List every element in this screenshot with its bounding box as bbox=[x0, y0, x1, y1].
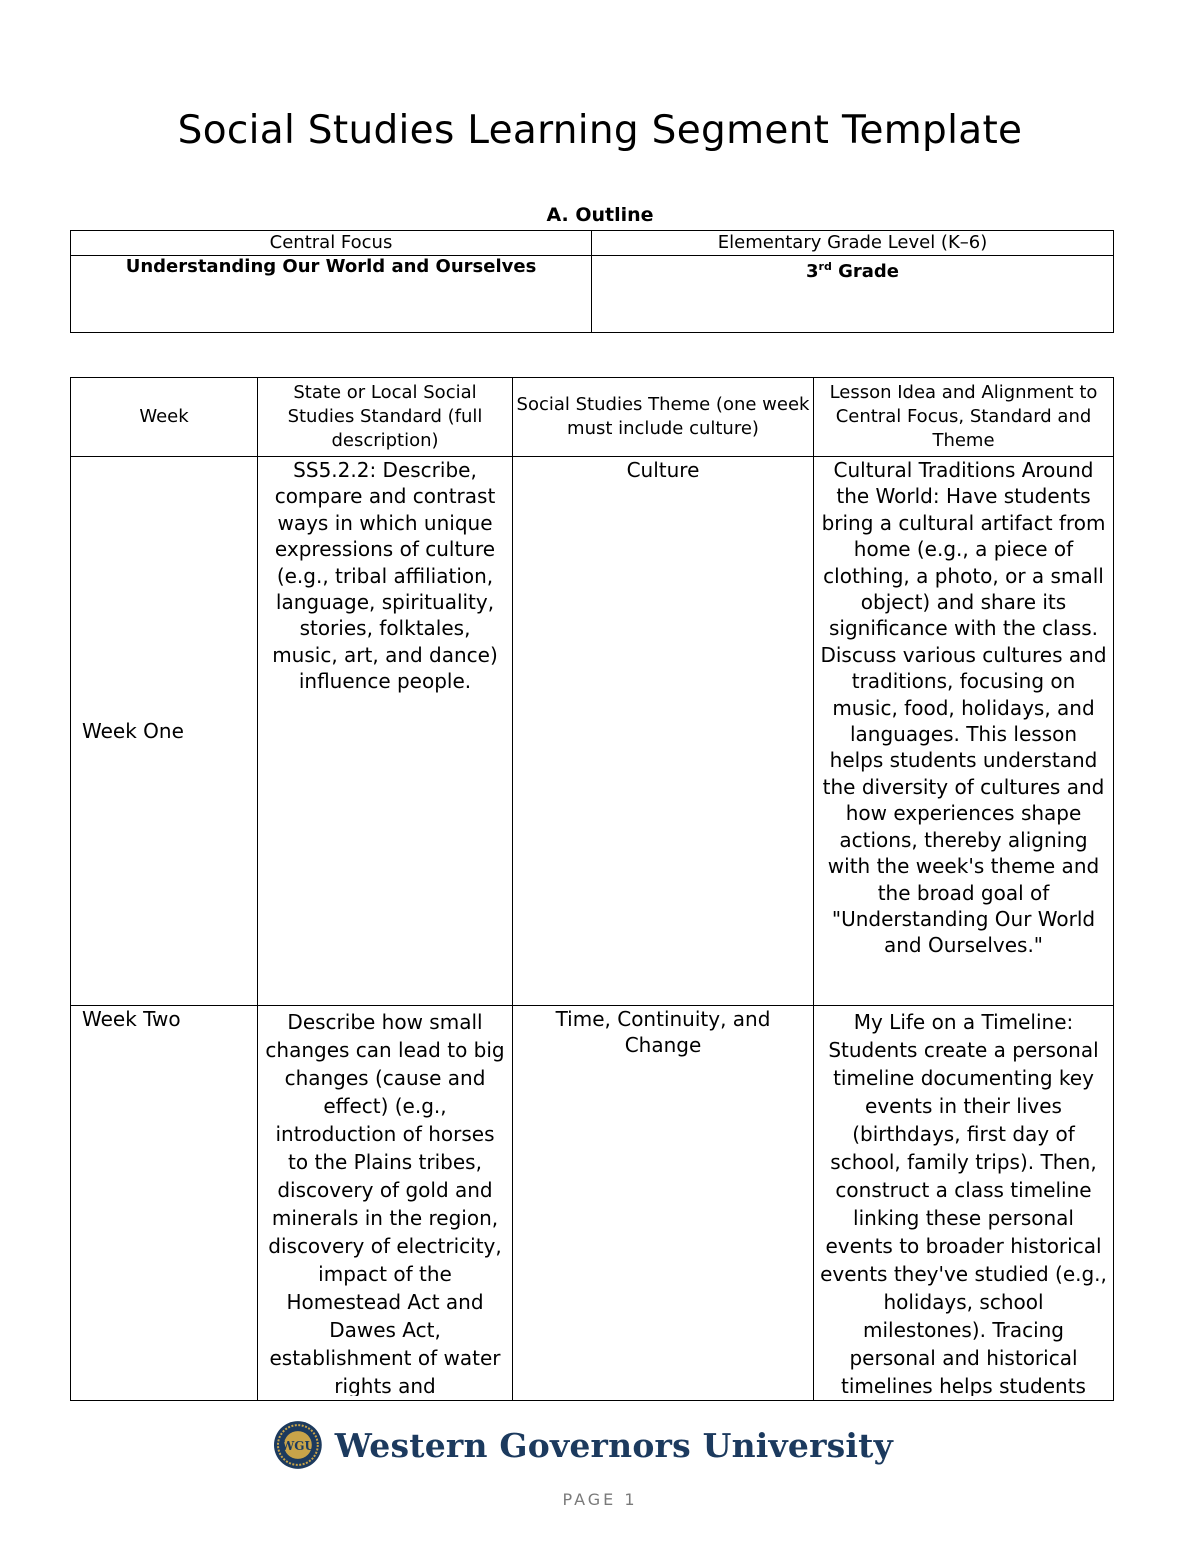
header-standard: State or Local Social Studies Standard (full description) bbox=[258, 378, 513, 457]
theme-cell: Culture bbox=[513, 457, 814, 1006]
standard-text: Describe how small changes can lead to big changes (cause and effect) (e.g., introduction of horses to the Plains tribes, discovery of gold and minerals in the region, discovery of electricity, impact of the Homestead Act and Dawes Act, establishment of water rights and bbox=[265, 1010, 505, 1396]
table-row bbox=[71, 1006, 1114, 1401]
header-theme: Social Studies Theme (one week must include culture) bbox=[513, 378, 814, 457]
grade-level-label: Elementary Grade Level (K–6) bbox=[592, 231, 1114, 256]
standard-cell bbox=[258, 1006, 513, 1401]
university-seal-icon bbox=[273, 1420, 323, 1470]
week-cell: Week One bbox=[71, 457, 258, 1006]
header-week: Week bbox=[71, 378, 258, 457]
standard-cell: SS5.2.2: Describe, compare and contrast ways in which unique expressions of culture (e.g., tribal affiliation, language, spirituality, stories, folktales, music, art, and dance) influence people. bbox=[258, 457, 513, 1006]
central-focus-value: Understanding Our World and Ourselves bbox=[71, 256, 592, 333]
central-focus-label: Central Focus bbox=[71, 231, 592, 256]
lesson-cell: Cultural Traditions Around the World: Have students bring a cultural artifact from home (e.g., a piece of clothing, a photo, or a small object) and share its significance with the class. Discuss various cultures and traditions, focusing on music, food, holidays, and languages. This lesson helps students understand the diversity of cultures and how experiences shape actions, thereby aligning with the week's theme and the broad goal of "Understanding Our World and Ourselves." bbox=[814, 457, 1114, 1006]
week-cell: Week Two bbox=[71, 1006, 258, 1401]
learning-segment-table bbox=[70, 377, 1114, 1401]
header-lesson: Lesson Idea and Alignment to Central Focus, Standard and Theme bbox=[814, 378, 1114, 457]
outline-table bbox=[70, 230, 1114, 333]
grade-number: 3 bbox=[805, 261, 819, 282]
university-name: Western Governors University bbox=[334, 1425, 893, 1465]
document-title: Social Studies Learning Segment Template bbox=[177, 108, 1023, 153]
lesson-text: My Life on a Timeline: Students create a personal timeline documenting key events in their lives (birthdays, first day of school, family trips). Then, construct a class timeline linking these personal events to broader historical events they've studied (e.g., holidays, school milestones). Tracing personal and historical timelines helps students bbox=[820, 1010, 1107, 1396]
lesson-cell bbox=[814, 1006, 1114, 1401]
grade-level-value bbox=[592, 256, 1114, 333]
page-number: PAGE 1 bbox=[562, 1490, 638, 1509]
table-header-row bbox=[71, 378, 1114, 457]
section-title: A. Outline bbox=[546, 204, 654, 226]
seal-text: WGU bbox=[280, 1438, 315, 1453]
wgu-logo bbox=[273, 1418, 893, 1472]
grade-word: Grade bbox=[831, 261, 899, 282]
grade-suffix: rd bbox=[818, 260, 832, 273]
table-row bbox=[71, 457, 1114, 1006]
theme-cell: Time, Continuity, and Change bbox=[513, 1006, 814, 1401]
